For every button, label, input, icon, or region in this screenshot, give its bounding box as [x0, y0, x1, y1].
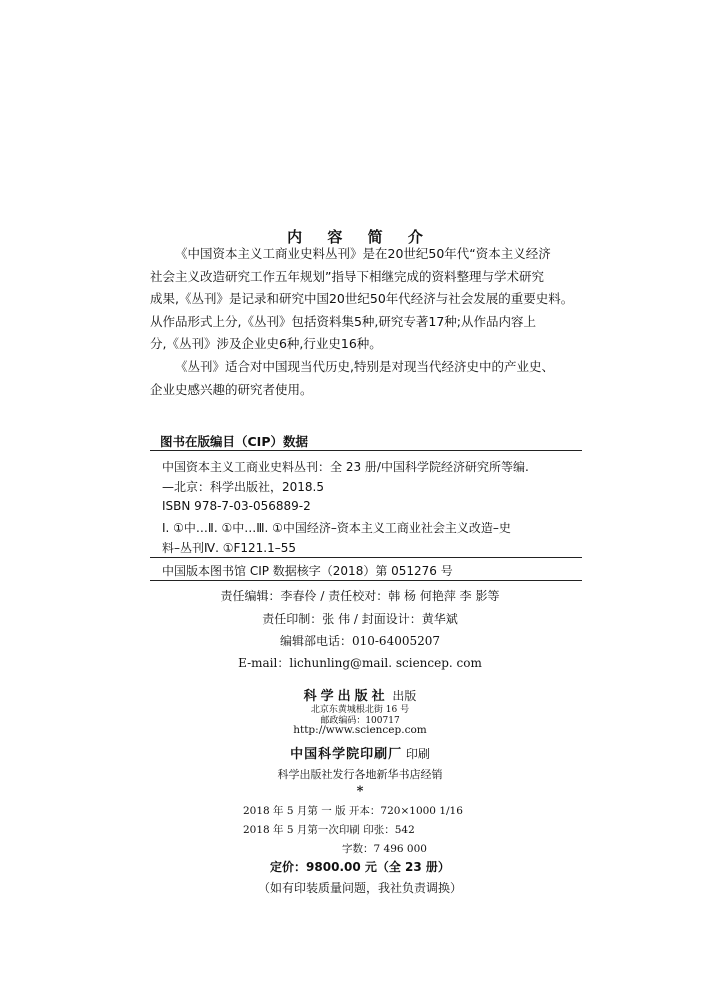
- credits-printing: 责任印制：张 伟 / 封面设计：黄华斌: [262, 612, 458, 626]
- publisher-postcode: 邮政编码：100717: [320, 716, 400, 726]
- separator-star: *: [356, 784, 364, 799]
- distribution-line: 科学出版社发行各地新华书店经销: [277, 768, 443, 781]
- cip-mid-rule: [150, 557, 582, 558]
- edition-line-2: 2018 年 5 月第一次印刷 印张：542: [243, 824, 415, 836]
- summary-line: 《中国资本主义工商业史料丛刊》是在20世纪50年代“资本主义经济: [175, 246, 551, 261]
- summary-line: 《丛刊》适合对中国现当代历史,特别是对现当代经济史中的产业史、: [175, 359, 554, 374]
- cip-line: ISBN 978-7-03-056889-2: [162, 499, 311, 513]
- quality-notice: （如有印装质量问题，我社负责调换）: [257, 881, 462, 895]
- edition-word-count: 字数：7 496 000: [342, 843, 427, 855]
- printer-suffix: 印刷: [405, 747, 430, 761]
- credits-editors: 责任编辑：李春伶 / 责任校对：韩 杨 何艳萍 李 影等: [220, 589, 500, 603]
- printer-logo: 中国科学院印刷厂: [290, 747, 403, 762]
- cip-line: —北京：科学出版社，2018.5: [162, 480, 324, 494]
- summary-line: 分,《丛刊》涉及企业史6种,行业史16种。: [150, 336, 382, 351]
- summary-paragraph-1: [150, 243, 582, 356]
- summary-line: 成果,《丛刊》是记录和研究中国20世纪50年代经济与社会发展的重要史料。: [150, 291, 574, 306]
- summary-line: 从作品形式上分,《丛刊》包括资料集5种,研究专著17种;从作品内容上: [150, 313, 537, 329]
- cip-heading: 图书在版编目（CIP）数据: [160, 434, 308, 449]
- publisher-suffix: 出版: [392, 689, 417, 703]
- publisher-logo: 科学出版社: [303, 689, 389, 704]
- credits-phone: 编辑部电话：010-64005207: [279, 634, 441, 648]
- publisher-url: http://www.sciencep.com: [293, 724, 427, 736]
- cip-top-rule: [150, 450, 582, 451]
- summary-paragraph-2: [150, 356, 582, 401]
- edition-line-1: 2018 年 5 月第 一 版 开本：720×1000 1/16: [243, 805, 463, 817]
- summary-title: 内 容 简 介: [287, 228, 433, 246]
- price-line: 定价：9800.00 元（全 23 册）: [270, 860, 450, 874]
- printer-line: [0, 743, 720, 762]
- credits-email: E-mail：lichunling@mail. sciencep. com: [238, 656, 482, 670]
- cip-footer: 中国版本图书馆 CIP 数据核字（2018）第 051276 号: [162, 564, 453, 578]
- cip-line: 中国资本主义工商业史料丛刊：全 23 册/中国科学院经济研究所等编.: [162, 460, 529, 474]
- summary-line: 企业史感兴趣的研究者使用。: [150, 381, 313, 397]
- cip-bottom-rule: [150, 580, 582, 581]
- cip-line: Ⅰ. ①中…Ⅱ. ①中…Ⅲ. ①中国经济–资本主义工商业社会主义改造–史: [162, 521, 511, 535]
- publisher-address: 北京东黄城根北街 16 号: [310, 705, 410, 715]
- summary-line: 社会主义改造研究工作五年规划”指导下相继完成的资料整理与学术研究: [150, 268, 544, 284]
- cip-line: 料–丛刊Ⅳ. ①F121.1–55: [162, 541, 296, 555]
